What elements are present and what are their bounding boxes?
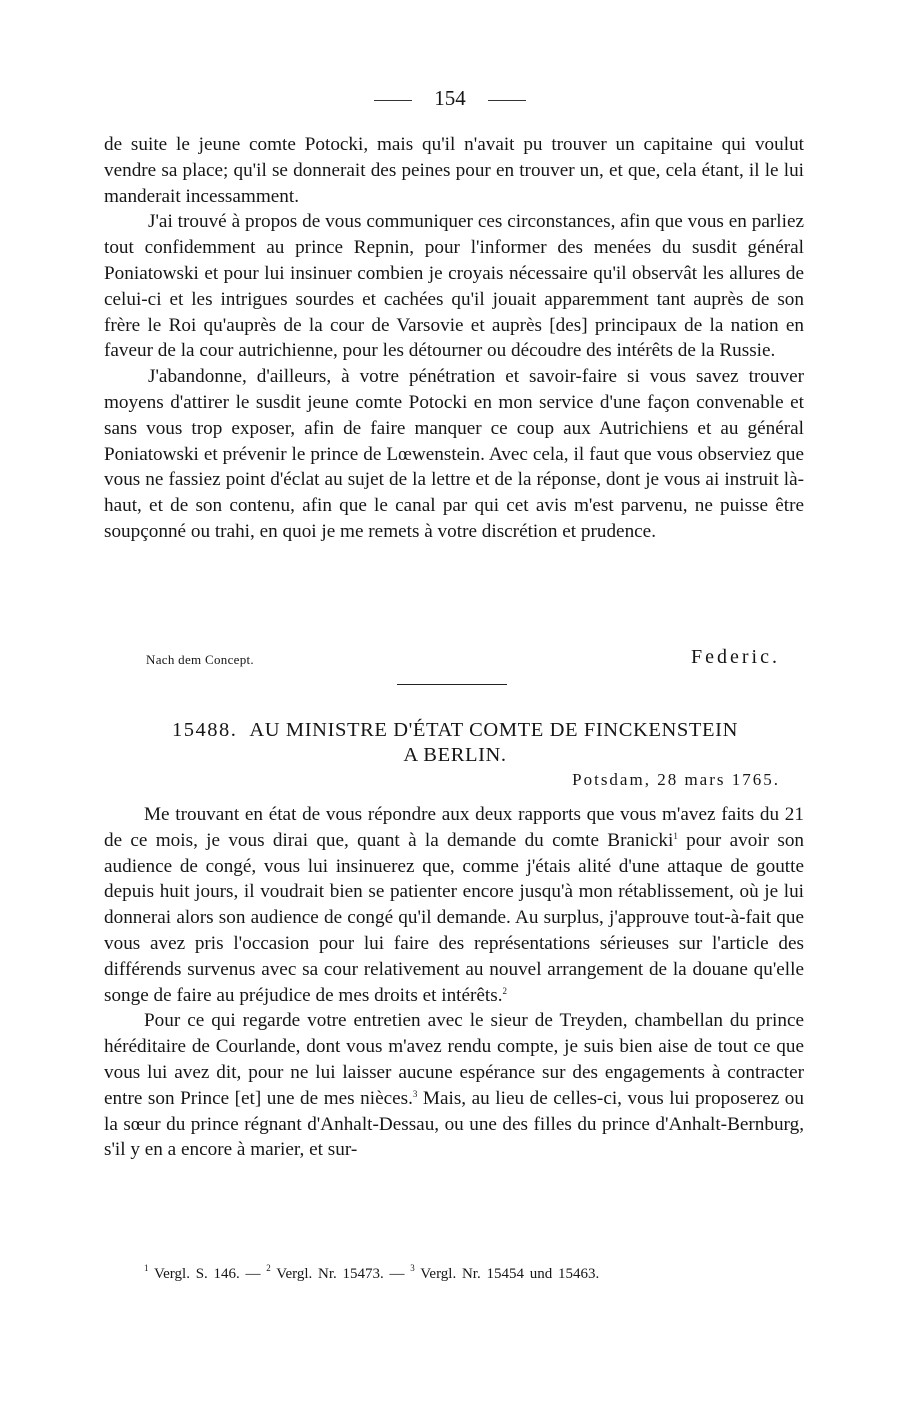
- source-note: Nach dem Concept.: [146, 652, 254, 667]
- footnote-marker-2: 2: [266, 1263, 271, 1273]
- paragraph-1: de suite le jeune comte Potocki, mais qu'il n'avait pu trouver un capitaine qui voulut vendre sa place; qu'il se donnerait des peines pour en trouver un, et que, cela étant, il le lui manderait incessamment.: [104, 134, 804, 207]
- text-run: Mais, au lieu de celles-ci, vous lui proposerez ou la sœur du prince régnant d'Anhalt-Dessau, ou une des filles du prince d'Anhalt-Bernburg, s'il y en a encore à marier, et sur-: [104, 1087, 804, 1161]
- text-run: pour avoir son audience de congé, vous lui insinuerez que, comme j'étais alité d'une attaque de goutte depuis huit jours, il voudrait bien se patienter encore jusqu'à mon rétablissement, où je lui donnerai alors son audience de congé qu'il demande. Au surplus, j'approuve tout-à-fait que vous avez pris l'occasion pour lui faire des représentations sérieuses sur l'article des différends survenus avec sa cour relativement au nouvel arrangement de la douane qu'elle songe de faire au préjudice de mes droits et intérêts.: [104, 829, 805, 1006]
- running-header: [0, 86, 900, 111]
- header-rule-right: [488, 100, 526, 101]
- signature: Federic.: [691, 646, 780, 668]
- footnote-marker-3: 3: [410, 1263, 415, 1273]
- section-divider: [397, 684, 507, 685]
- dateline: Potsdam, 28 mars 1765.: [572, 770, 780, 789]
- text-run: Pour ce qui regarde votre entretien avec le sieur de Treyden, chambellan du prince héréditaire de Courlande, dont vous m'avez rendu compte, je suis bien aise de tout ce que vous lui avez dit, pour ne lui laisser aucune espérance sur des engagements à contracter entre son Prince [et] une de mes nièces.: [104, 1010, 804, 1109]
- letter-body: [104, 802, 804, 1163]
- footnote-ref-2: 2: [502, 985, 508, 996]
- text-run: Me trouvant en état de vous répondre aux deux rapports que vous m'avez faits du 21 de ce mois, je vous dirai que, quant à la demande du comte Branicki: [104, 804, 804, 851]
- closing-row: [146, 646, 780, 672]
- header-rule-left: [374, 100, 412, 101]
- footnote-1: Vergl. S. 146.: [153, 1266, 240, 1282]
- footnote-marker-1: 1: [144, 1263, 149, 1273]
- letter-continuation: [104, 132, 804, 545]
- footnote-separator: —: [389, 1266, 405, 1282]
- page-number: 154: [434, 86, 466, 110]
- letter-number: 15488.: [172, 719, 238, 741]
- letter-heading: [110, 718, 800, 768]
- letter-place: A BERLIN.: [403, 744, 507, 766]
- letter-paragraph-1: [104, 802, 804, 1008]
- footnote-ref-3: 3: [412, 1088, 418, 1099]
- footnotes: [144, 1263, 804, 1283]
- paragraph-2: J'ai trouvé à propos de vous communiquer ces circonstances, afin que vous en parliez tout confidemment au prince Repnin, pour l'informer des menées du susdit général Poniatowski et pour lui insinuer combien je croyais nécessaire qu'il observât les allures de celui-ci et les intrigues sourdes et cachées qu'il jouait apparemment tant auprès de son frère le Roi qu'auprès de la cour de Varsovie et auprès [des] principaux de la nation en faveur de la cour autrichienne, pour les détourner ou découdre des intérêts de la Russie.: [104, 211, 804, 362]
- footnote-3: Vergl. Nr. 15454 und 15463.: [420, 1266, 600, 1282]
- footnote-separator: —: [245, 1266, 261, 1282]
- footnote-2: Vergl. Nr. 15473.: [276, 1266, 384, 1282]
- letter-addressee: AU MINISTRE D'ÉTAT COMTE DE FINCKENSTEIN: [249, 719, 738, 741]
- footnote-ref-1: 1: [673, 830, 678, 841]
- letter-paragraph-2: [104, 1008, 804, 1163]
- paragraph-3: J'abandonne, d'ailleurs, à votre pénétration et savoir-faire si vous savez trouver moyens d'attirer le susdit jeune comte Potocki en mon service d'une façon convenable et sans vous trop exposer, afin de faire manquer ce coup aux Autrichiens et au général Poniatowski et prévenir le prince de Lœwenstein. Avec cela, il faut que vous observiez que vous ne fassiez point d'éclat au sujet de la lettre et de la réponse, dont je vous ai instruit là-haut, et de son contenu, afin que le canal par qui cet avis m'est parvenu, ne puisse être soupçonné ou trahi, en quoi je me remets à votre discrétion et prudence.: [104, 366, 804, 542]
